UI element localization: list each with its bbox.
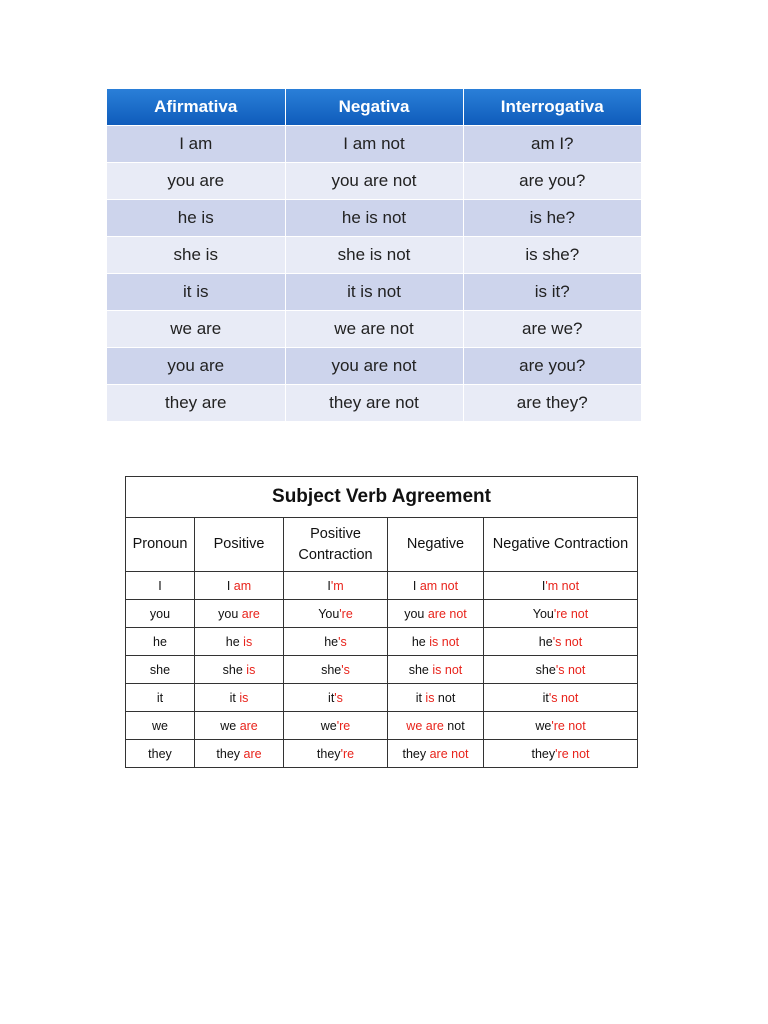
cell-pronoun xyxy=(126,600,195,628)
highlighted-text: 's xyxy=(341,662,350,677)
cell-text: it xyxy=(415,690,426,705)
cell-text: he xyxy=(538,634,553,649)
cell-positive xyxy=(195,740,284,768)
cell-text: they xyxy=(316,746,341,761)
table-row xyxy=(107,200,641,237)
cell-text: it xyxy=(156,690,164,705)
table-row xyxy=(126,600,638,628)
header-positive: Positive xyxy=(195,518,284,572)
cell-negativa: they are not xyxy=(285,385,463,422)
cell-text: you xyxy=(218,606,242,621)
cell-interrogativa: is she? xyxy=(463,237,641,274)
cell-text: he xyxy=(324,634,339,649)
cell-text: I xyxy=(541,578,546,593)
cell-positive-contraction xyxy=(284,740,388,768)
cell-negativa: we are not xyxy=(285,311,463,348)
cell-text: you xyxy=(404,606,428,621)
highlighted-text: 's not xyxy=(548,690,579,705)
cell-text: I xyxy=(226,578,234,593)
cell-afirmativa: you are xyxy=(107,163,285,200)
cell-text: you xyxy=(149,606,171,621)
cell-afirmativa: I am xyxy=(107,126,285,163)
cell-afirmativa: she is xyxy=(107,237,285,274)
highlighted-text: is not xyxy=(429,634,460,649)
highlighted-text: 're not xyxy=(551,718,586,733)
cell-negative xyxy=(388,600,484,628)
agreement-body xyxy=(126,572,638,768)
agreement-title-row xyxy=(126,477,638,518)
highlighted-text: we are xyxy=(406,718,444,733)
cell-positive-contraction xyxy=(284,572,388,600)
highlighted-text: is xyxy=(243,634,253,649)
cell-negative xyxy=(388,712,484,740)
highlighted-text: are not xyxy=(429,746,469,761)
highlighted-text: is xyxy=(246,662,256,677)
cell-pronoun xyxy=(126,572,195,600)
cell-positive-contraction xyxy=(284,656,388,684)
cell-text: we xyxy=(320,718,337,733)
table-row xyxy=(107,311,641,348)
highlighted-text: 's xyxy=(338,634,347,649)
header-interrogativa: Interrogativa xyxy=(463,89,641,126)
cell-afirmativa: you are xyxy=(107,348,285,385)
cell-text: they xyxy=(148,746,172,761)
cell-text: it xyxy=(229,690,240,705)
cell-text: she xyxy=(535,662,556,677)
cell-negative xyxy=(388,656,484,684)
highlighted-text: 's xyxy=(334,690,343,705)
cell-negative-contraction xyxy=(484,712,638,740)
cell-text: she xyxy=(222,662,247,677)
cell-negative xyxy=(388,628,484,656)
highlighted-text: is xyxy=(425,690,435,705)
cell-negative-contraction xyxy=(484,628,638,656)
highlighted-text: 're xyxy=(336,718,351,733)
cell-text: he xyxy=(225,634,244,649)
table-row xyxy=(126,656,638,684)
highlighted-text: 're not xyxy=(555,746,590,761)
cell-text: it xyxy=(328,690,335,705)
cell-negative xyxy=(388,684,484,712)
verb-to-be-header-row xyxy=(107,89,641,126)
highlighted-text: 're not xyxy=(553,606,589,621)
cell-text: they xyxy=(531,746,556,761)
cell-positive xyxy=(195,572,284,600)
table-row xyxy=(126,712,638,740)
table-row xyxy=(107,274,641,311)
highlighted-text: 's not xyxy=(555,662,586,677)
highlighted-text: 's not xyxy=(552,634,583,649)
table-row xyxy=(126,740,638,768)
cell-pronoun xyxy=(126,712,195,740)
cell-positive-contraction xyxy=(284,684,388,712)
header-afirmativa: Afirmativa xyxy=(107,89,285,126)
highlighted-text: are xyxy=(241,606,260,621)
cell-text: they xyxy=(402,746,430,761)
cell-pronoun xyxy=(126,684,195,712)
cell-text: You xyxy=(318,606,340,621)
table-row xyxy=(126,628,638,656)
cell-negative-contraction xyxy=(484,740,638,768)
table-row xyxy=(107,126,641,163)
highlighted-text: am not xyxy=(419,578,459,593)
highlighted-text: 're xyxy=(339,606,353,621)
cell-pronoun xyxy=(126,628,195,656)
cell-text: You xyxy=(532,606,554,621)
agreement-header-row xyxy=(126,518,638,572)
cell-afirmativa: it is xyxy=(107,274,285,311)
cell-negativa: he is not xyxy=(285,200,463,237)
cell-interrogativa: am I? xyxy=(463,126,641,163)
cell-negative-contraction xyxy=(484,684,638,712)
highlighted-text: is xyxy=(239,690,249,705)
cell-negativa: she is not xyxy=(285,237,463,274)
cell-text: not xyxy=(443,718,465,733)
header-positive-contraction: Positive Contraction xyxy=(284,518,388,572)
cell-pronoun xyxy=(126,740,195,768)
cell-text: I xyxy=(412,578,420,593)
table-row xyxy=(107,385,641,422)
cell-text: she xyxy=(149,662,171,677)
cell-text: we xyxy=(535,718,552,733)
table-row xyxy=(126,684,638,712)
cell-text: it xyxy=(542,690,549,705)
cell-text: he xyxy=(411,634,430,649)
cell-positive xyxy=(195,684,284,712)
cell-afirmativa: they are xyxy=(107,385,285,422)
subject-verb-agreement-table xyxy=(125,476,638,768)
table-row xyxy=(107,163,641,200)
cell-interrogativa: are they? xyxy=(463,385,641,422)
highlighted-text: 'm xyxy=(330,578,344,593)
cell-negative-contraction xyxy=(484,600,638,628)
header-negative-contraction: Negative Contraction xyxy=(484,518,638,572)
cell-negativa: you are not xyxy=(285,163,463,200)
cell-text: we xyxy=(220,718,240,733)
cell-negative xyxy=(388,740,484,768)
highlighted-text: is not xyxy=(432,662,463,677)
cell-afirmativa: we are xyxy=(107,311,285,348)
highlighted-text: 'm not xyxy=(545,578,580,593)
cell-afirmativa: he is xyxy=(107,200,285,237)
highlighted-text: are not xyxy=(427,606,467,621)
cell-negative-contraction xyxy=(484,656,638,684)
header-negative: Negative xyxy=(388,518,484,572)
cell-text: she xyxy=(408,662,433,677)
table-title: Subject Verb Agreement xyxy=(126,477,638,518)
cell-text: they xyxy=(216,746,244,761)
cell-positive xyxy=(195,628,284,656)
header-negativa: Negativa xyxy=(285,89,463,126)
cell-negative xyxy=(388,572,484,600)
cell-negativa: I am not xyxy=(285,126,463,163)
cell-text: he xyxy=(153,634,167,649)
header-pronoun: Pronoun xyxy=(126,518,195,572)
highlighted-text: are xyxy=(243,746,262,761)
cell-positive xyxy=(195,712,284,740)
table-row xyxy=(126,572,638,600)
cell-text: not xyxy=(434,690,456,705)
highlighted-text: are xyxy=(239,718,258,733)
cell-positive-contraction xyxy=(284,712,388,740)
cell-negativa: you are not xyxy=(285,348,463,385)
verb-to-be-table xyxy=(107,89,641,421)
cell-text: I xyxy=(327,578,331,593)
cell-interrogativa: are you? xyxy=(463,348,641,385)
cell-text: we xyxy=(152,718,168,733)
cell-pronoun xyxy=(126,656,195,684)
cell-negative-contraction xyxy=(484,572,638,600)
cell-interrogativa: is it? xyxy=(463,274,641,311)
cell-interrogativa: is he? xyxy=(463,200,641,237)
table-row xyxy=(107,348,641,385)
cell-text: I xyxy=(158,578,162,593)
cell-text: she xyxy=(321,662,342,677)
verb-to-be-body xyxy=(107,126,641,422)
cell-negativa: it is not xyxy=(285,274,463,311)
cell-positive xyxy=(195,656,284,684)
cell-positive xyxy=(195,600,284,628)
cell-interrogativa: are you? xyxy=(463,163,641,200)
highlighted-text: am xyxy=(233,578,252,593)
cell-positive-contraction xyxy=(284,600,388,628)
table-row xyxy=(107,237,641,274)
cell-interrogativa: are we? xyxy=(463,311,641,348)
cell-positive-contraction xyxy=(284,628,388,656)
highlighted-text: 're xyxy=(340,746,355,761)
